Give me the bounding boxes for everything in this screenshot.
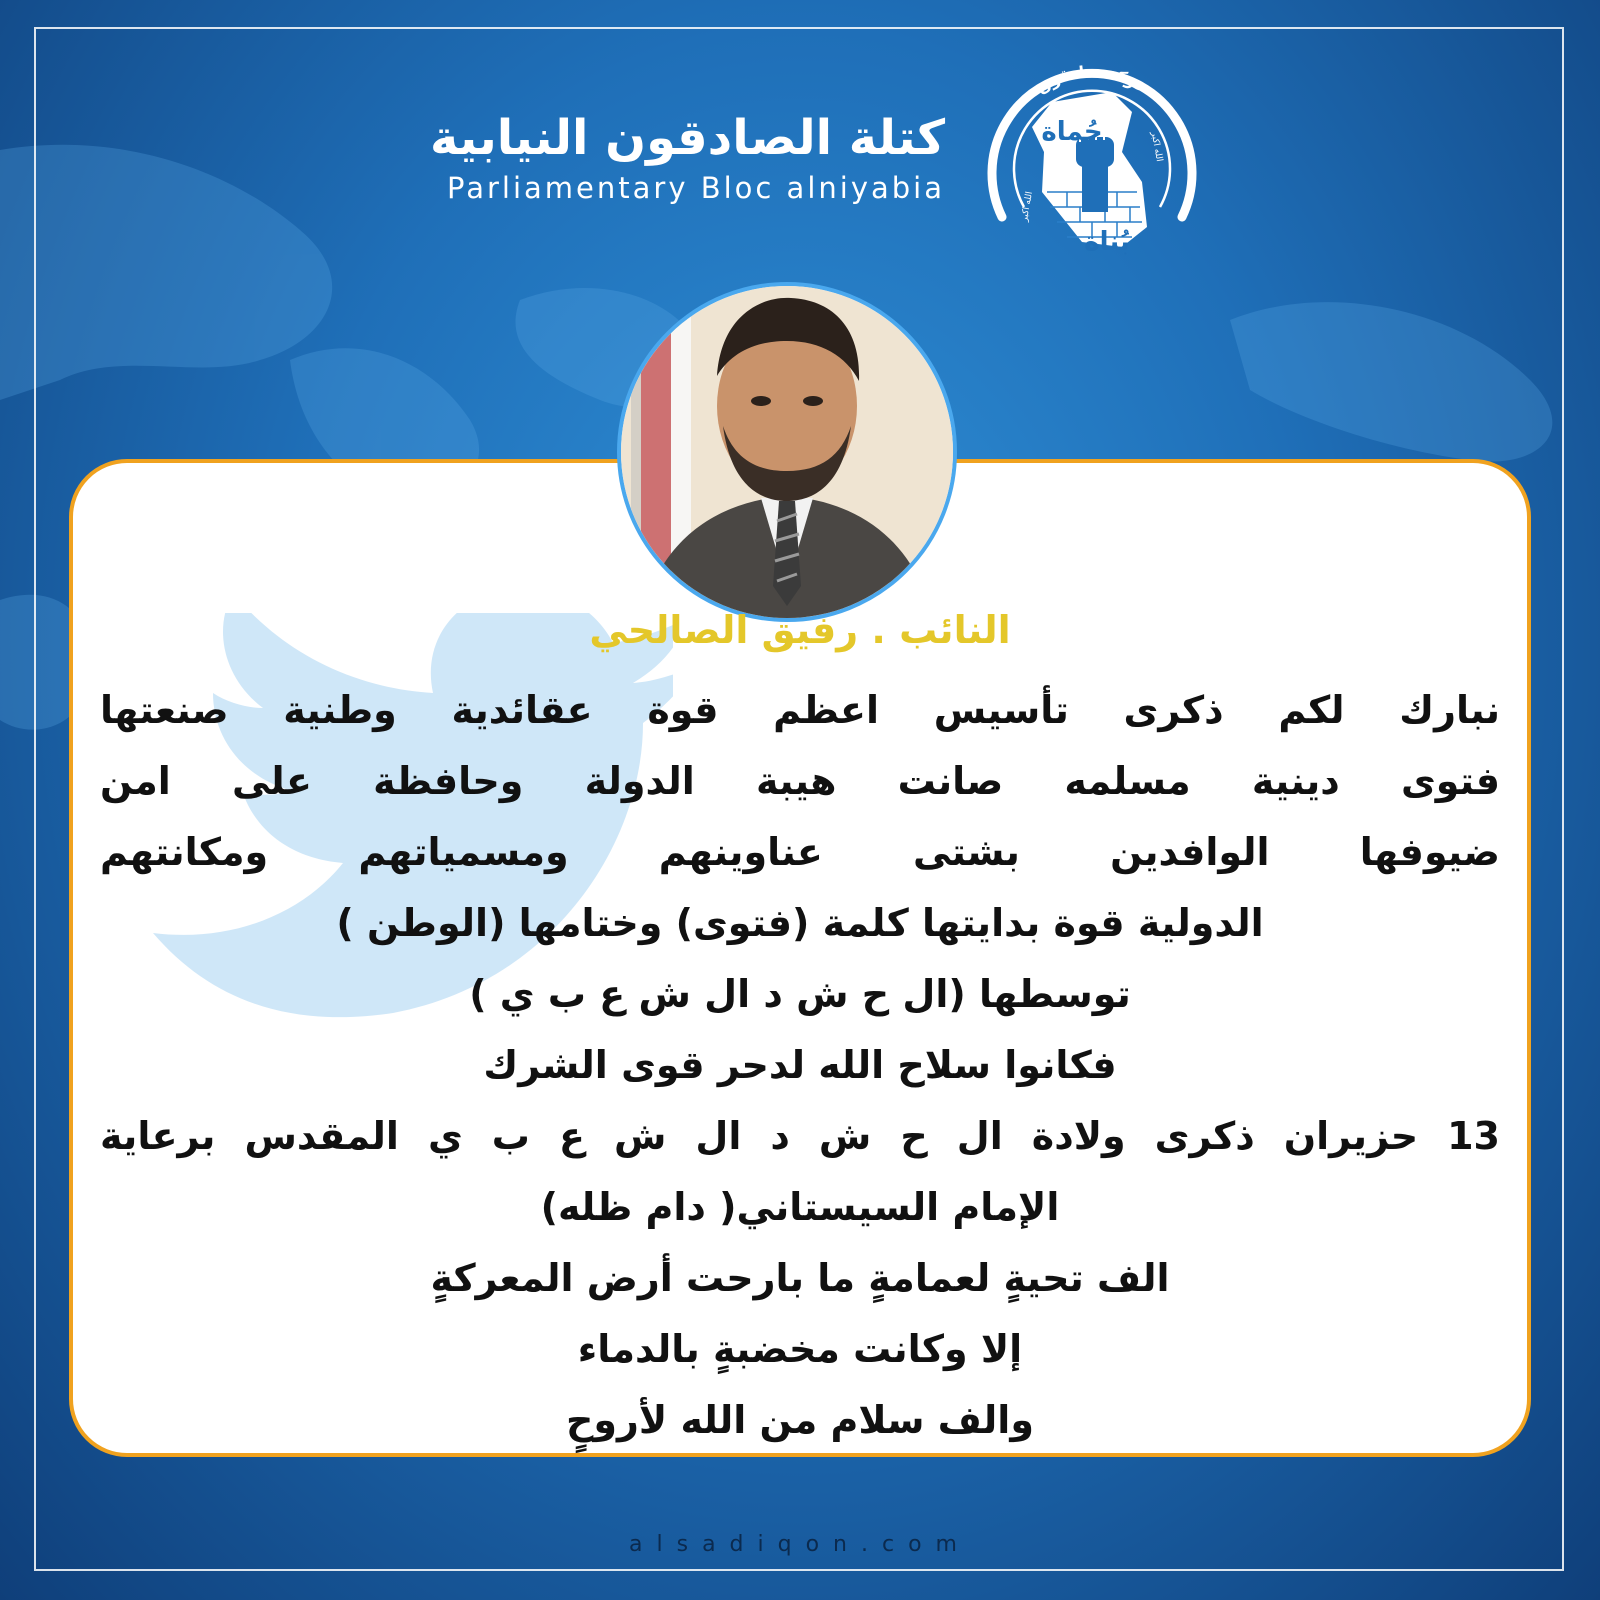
message-line: 13 حزيران ذكرى ولادة ال ح ش د ال ش ع ب ي المقدس برعاية <box>100 1114 1500 1158</box>
message-line: فكانوا سلاح الله لدحر قوى الشرك <box>483 1043 1117 1087</box>
message-line: توسطها (ال ح ش د ال ش ع ب ي ) <box>469 972 1131 1016</box>
speaker-name: النائب . رفيق الصالحي <box>589 608 1011 652</box>
message-line: الف تحيةٍ لعمامةٍ ما بارحت أرض المعركةٍ <box>430 1256 1170 1300</box>
logo-word-top: حُماة <box>1041 117 1103 147</box>
website-url: alsadiqon.com <box>629 1532 971 1557</box>
sadiqon-movement-logo <box>972 42 1212 282</box>
message-line: ضيوفها الوافدين بشتى عناوينهم ومسمياتهم ومكانتهم <box>100 830 1500 874</box>
portrait-illustration <box>621 286 953 618</box>
speaker-portrait <box>617 282 957 622</box>
message-line: والف سلام من الله لأروحٍ <box>566 1398 1034 1442</box>
message-body <box>100 675 1500 1456</box>
svg-text:حركة صادقون <box>1033 62 1152 98</box>
bloc-name-arabic: كتلة الصادقون النيابية <box>430 110 945 166</box>
logo-top-text: حركة صادقون <box>1032 61 1152 98</box>
message-line: إلا وكانت مخضبةٍ بالدماء <box>577 1327 1023 1371</box>
logo-side-text-left: الله اكبر <box>1019 190 1035 223</box>
bloc-name-english: Parliamentary Bloc alniyabia <box>447 170 945 205</box>
message-line: فتوى دينية مسلمه صانت هيبة الدولة وحافظة على امن <box>100 759 1500 803</box>
message-line: نبارك لكم ذكرى تأسيس اعظم قوة عقائدية وطنية صنعتها <box>100 688 1500 732</box>
logo-word-bottom: بُناة <box>1084 227 1130 257</box>
message-line: الدولية قوة بدايتها كلمة (فتوى) وختامها (الوطن ) <box>336 901 1264 945</box>
logo-side-text-right: الله اكبر <box>1148 130 1164 163</box>
bloc-title-block <box>430 112 945 205</box>
message-line: الإمام السيستاني( دام ظله) <box>540 1185 1060 1229</box>
